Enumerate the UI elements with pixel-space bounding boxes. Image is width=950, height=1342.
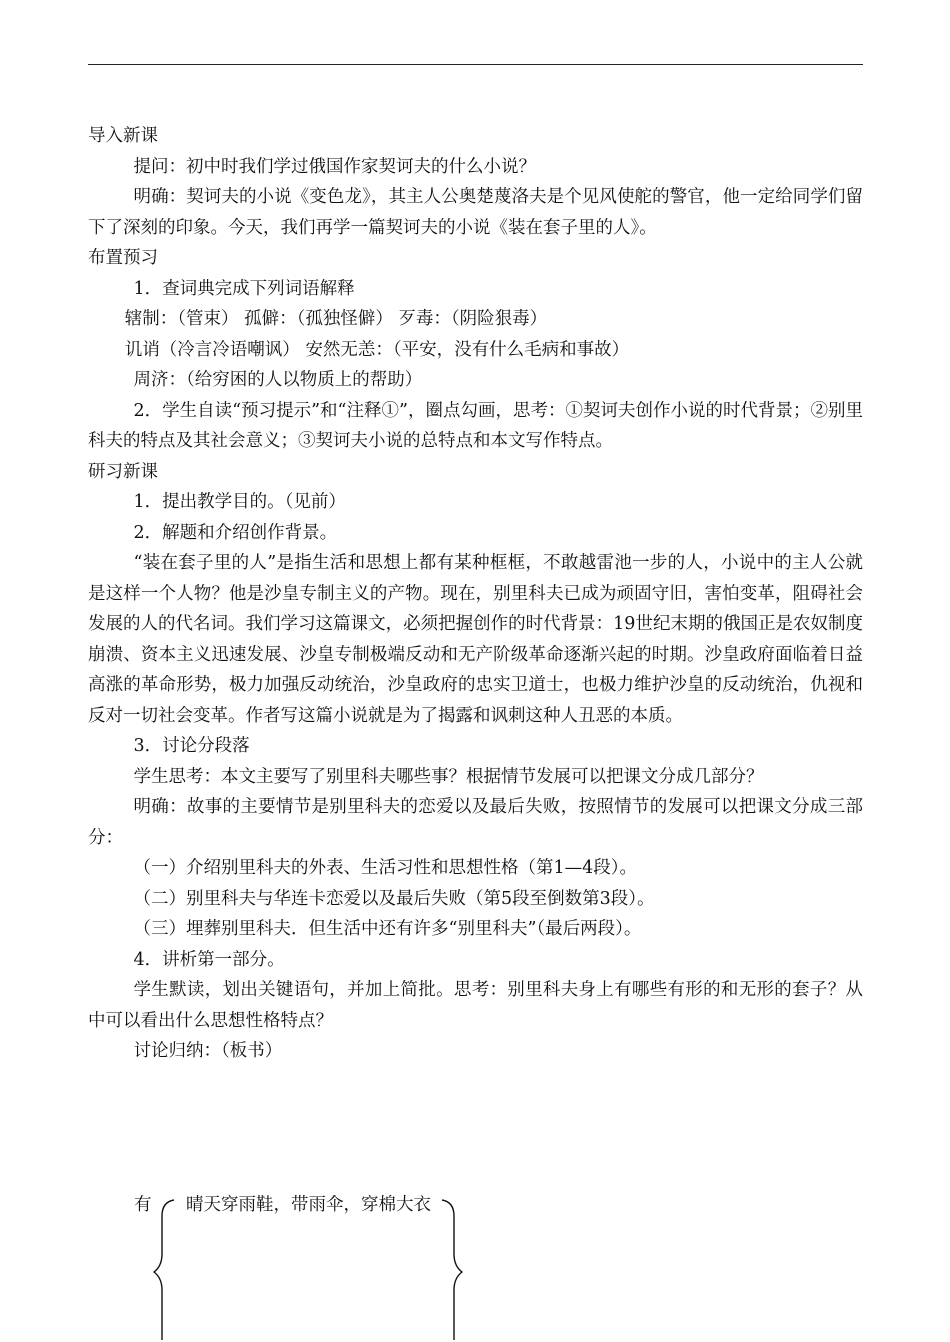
study-item-1: 1．提出教学目的。（见前） (133, 492, 346, 512)
left-brace (154, 1200, 174, 1340)
heading-intro: 导入新课 (88, 126, 158, 146)
board-diagram (134, 1190, 554, 1342)
document-body (88, 121, 863, 1067)
part-2: （二）别里科夫与华连卡恋爱以及最后失败（第5段至倒数第3段）。 (133, 888, 655, 909)
board-item: 晴天穿雨鞋，带雨伞，穿棉大衣 (186, 1195, 431, 1215)
part-3: （三）埋葬别里科夫．但生活中还有许多“别里科夫”（最后两段）。 (133, 919, 642, 939)
reading-paragraph: 学生默读，划出关键语句，并加上简批。思考：别里科夫身上有哪些有形的和无形的套子？从中可以看出什么思想性格特点？ (88, 980, 863, 1031)
study-item-3: 3．讨论分段落 (133, 736, 250, 756)
board-label: 有 (134, 1195, 152, 1215)
question-paragraph: 提问：初中时我们学过俄国作家契诃夫的什么小说？ (133, 156, 536, 177)
vocab-term: 安然无恙：（平安，没有什么毛病和事故） (305, 339, 630, 360)
vocab-term: 辖制：（管束） (124, 309, 239, 329)
think-paragraph: 学生思考：本文主要写了别里科夫哪些事？根据情节发展可以把课文分成几部分？ (133, 766, 764, 787)
answer-paragraph: 明确：契诃夫的小说《变色龙》，其主人公奥楚蔑洛夫是个见风使舵的警官，他一定给同学们留下了深刻的印象。今天，我们再学一篇契诃夫的小说《装在套子里的人》。 (88, 187, 863, 238)
preview-item-2: 2．学生自读“预习提示”和“注释①”，圈点勾画，思考：①契诃夫创作小说的时代背景；②别里科夫的特点及其社会意义；③契诃夫小说的总特点和本文写作特点。 (88, 400, 863, 451)
study-item-4: 4．讲析第一部分。 (133, 949, 285, 970)
summary-line: 讨论归纳：（板书） (133, 1041, 283, 1061)
vocab-line-1 (88, 304, 863, 335)
preview-item-1: 1．查词典完成下列词语解释 (133, 278, 355, 299)
background-paragraph: “装在套子里的人”是指生活和思想上都有某种框框，不敢越雷池一步的人，小说中的主人公就是这样一个人物？他是沙皇专制主义的产物。现在，别里科夫已成为顽固守旧，害怕变革，阻碍社会发展的人的代名词。我们学习这篇课文，必须把握创作的时代背景：19世纪末期的俄国正是农奴制度崩溃、资本主义迅速发展、沙皇专制极端反动和无产阶级革命逐渐兴起的时期。沙皇政府面临着日益高涨的革命形势，极力加强反动统治，沙皇政府的忠实卫道士，也极力维护沙皇的反动统治，仇视和反对一切社会变革。作者写这篇小说就是为了揭露和讽刺这种人丑恶的本质。 (88, 553, 863, 726)
vocab-line-2 (88, 335, 863, 366)
vocab-term: 歹毒：（阴险狠毒） (398, 309, 548, 329)
study-item-2: 2．解题和介绍创作背景。 (133, 522, 338, 543)
brace-lines (134, 1190, 554, 1342)
clarify-paragraph: 明确：故事的主要情节是别里科夫的恋爱以及最后失败，按照情节的发展可以把课文分成三部分： (88, 797, 863, 848)
part-1: （一）介绍别里科夫的外表、生活习性和思想性格（第1—4段）。 (133, 858, 638, 878)
right-brace (442, 1200, 462, 1340)
vocab-line-3: 周济：（给穷困的人以物质上的帮助） (133, 370, 423, 390)
header-rule (88, 64, 863, 65)
heading-study: 研习新课 (88, 461, 158, 482)
vocab-term: 讥诮（冷言冷语嘲讽） (124, 339, 300, 360)
vocab-term: 孤僻：（孤独怪僻） (244, 309, 393, 329)
heading-preview: 布置预习 (88, 248, 158, 268)
